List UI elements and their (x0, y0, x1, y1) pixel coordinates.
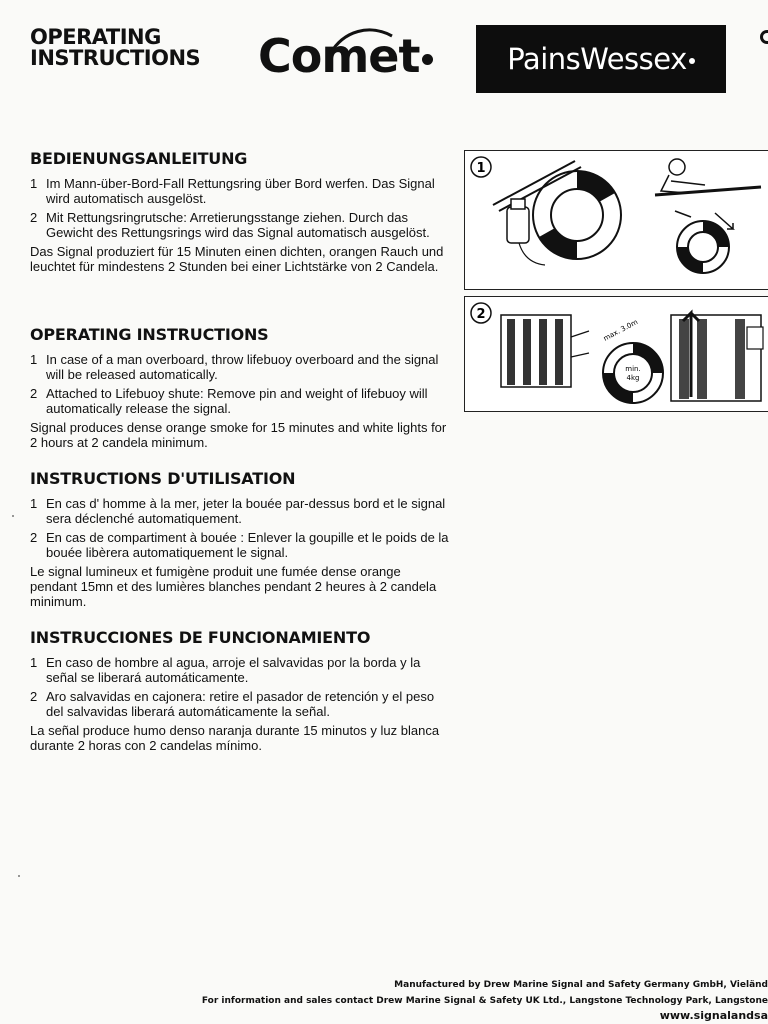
list-item (30, 210, 450, 240)
section-heading: INSTRUCTIONS D'UTILISATION (30, 469, 296, 488)
page-title (30, 27, 200, 69)
item-number: 1 (30, 496, 38, 511)
lifebuoy-shute-illustration (465, 297, 768, 411)
item-number: 1 (30, 655, 38, 670)
illustration-panel-1 (464, 150, 768, 290)
panel-2-badge-number: 2 (476, 307, 486, 322)
comet-logo-text: Comet (258, 29, 420, 83)
list-item (30, 689, 450, 719)
footer-sales-contact: For information and sales contact Drew Marine Signal & Safety UK Ltd., Langstone Technology Park, Langstone (201, 996, 768, 1006)
illustration-panel-2 (464, 296, 768, 412)
item-text: En cas de compartiment à bouée : Enlever la goupille et le poids de la bouée libèrera automatiquement le signal. (46, 530, 449, 560)
title-line-1: OPERATING (30, 25, 161, 49)
painswessex-dot-icon (689, 58, 695, 64)
weight-label-line-1: min. (625, 365, 641, 373)
title-line-2: INSTRUCTIONS (30, 46, 201, 70)
section-note: Signal produces dense orange smoke for 15 minutes and white lights for 2 hours at 2 candela minimum. (30, 420, 447, 450)
list-item (30, 176, 450, 206)
list-item (30, 530, 450, 560)
section-note: La señal produce humo denso naranja durante 15 minutos y luz blanca durante 2 horas con 2 candelas mínimo. (30, 723, 440, 753)
panel-1-badge-number: 1 (476, 161, 486, 176)
section-english (30, 326, 450, 450)
section-french (30, 470, 450, 609)
line-length-label: max. 3.0m (602, 318, 640, 343)
comet-dot-icon (422, 54, 433, 65)
comet-logo (258, 28, 433, 84)
list-item (30, 655, 450, 685)
list-item (30, 496, 450, 526)
item-number: 1 (30, 176, 38, 191)
scan-speck (18, 875, 20, 877)
scan-speck (12, 515, 14, 517)
weight-label-line-2: 4kg (626, 374, 640, 382)
section-heading: INSTRUCCIONES DE FUNCIONAMIENTO (30, 628, 371, 647)
item-text: Im Mann-über-Bord-Fall Rettungsring über Bord werfen. Das Signal wird automatisch ausgelöst. (46, 176, 435, 206)
section-note: Le signal lumineux et fumigène produit une fumée dense orange pendant 15mn et des lumières blanches pendant 2 heures à 2 candela minimum. (30, 564, 437, 609)
footer-manufacturer: Manufactured by Drew Marine Signal and Safety Germany GmbH, Vieländ (394, 980, 768, 990)
section-spanish (30, 629, 450, 753)
item-text: En cas d' homme à la mer, jeter la bouée par-dessus bord et le signal sera déclenché automatiquement. (46, 496, 446, 526)
item-number: 2 (30, 210, 38, 225)
item-text: En caso de hombre al agua, arroje el salvavidas por la borda y la señal se liberará automáticamente. (46, 655, 421, 685)
section-heading: BEDIENUNGSANLEITUNG (30, 149, 248, 168)
painswessex-logo-text: PainsWessex (507, 42, 687, 76)
list-item (30, 386, 450, 416)
edge-cut-mark (760, 30, 768, 44)
item-number: 1 (30, 352, 38, 367)
item-text: Mit Rettungsringrutsche: Arretierungsstange ziehen. Durch das Gewicht des Rettungsrings wird das Signal automatisch ausgelöst. (46, 210, 430, 240)
item-number: 2 (30, 689, 38, 704)
section-note: Das Signal produziert für 15 Minuten einen dichten, orangen Rauch und leuchtet für mindestens 2 Stunden bei einer Lichtstärke von 2 Candela. (30, 244, 444, 274)
item-text: Aro salvavidas en cajonera: retire el pasador de retención y el peso del salvavidas liberará automáticamente la señal. (46, 689, 435, 719)
item-number: 2 (30, 386, 38, 401)
list-item (30, 352, 450, 382)
footer-url: www.signalandsa (659, 1009, 768, 1022)
comet-swoosh-icon (326, 26, 396, 56)
lifebuoy-overboard-illustration (465, 151, 768, 289)
section-german (30, 150, 450, 274)
item-text: In case of a man overboard, throw lifebuoy overboard and the signal will be released automatically. (46, 352, 439, 382)
section-heading: OPERATING INSTRUCTIONS (30, 325, 269, 344)
item-number: 2 (30, 530, 38, 545)
item-text: Attached to Lifebuoy shute: Remove pin and weight of lifebuoy will automatically release the signal. (46, 386, 428, 416)
painswessex-logo (476, 25, 726, 93)
